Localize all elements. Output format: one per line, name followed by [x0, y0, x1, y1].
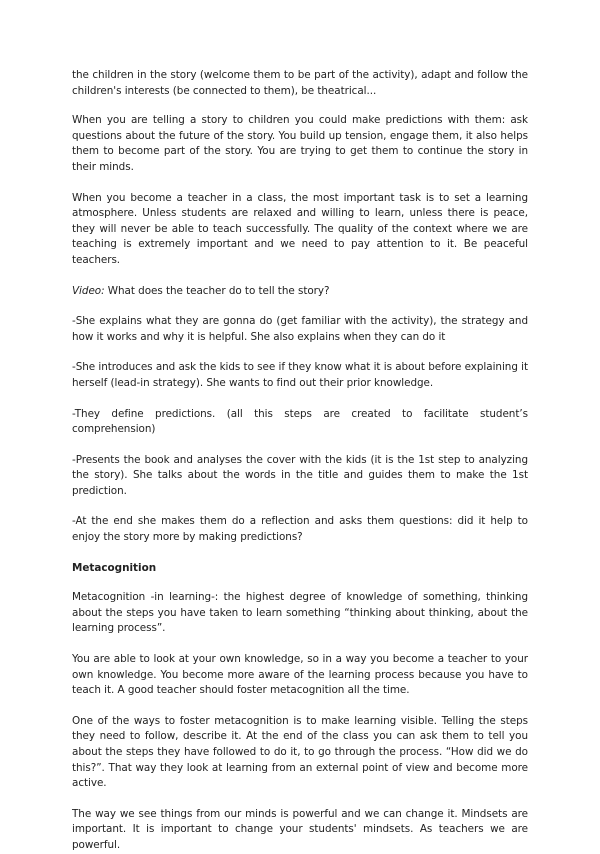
video-question — [72, 284, 528, 300]
video-point: -Presents the book and analyses the cover with the kids (it is the 1st step to analyzing the story). She talks about the words in the title and guides them to make the 1st prediction. — [72, 453, 528, 497]
paragraph-own-knowledge: You are able to look at your own knowledge, so in a way you become a teacher to your own knowledge. You become more aware of the learning process because you have to teach it. A good teacher should foster metacognition all the time. — [72, 653, 528, 697]
paragraph-metacognition-definition: Metacognition -in learning-: the highest degree of knowledge of something, thinking about the steps you have taken to learn something “thinking about thinking, about the learning process”. — [72, 591, 528, 635]
paragraph-learning-atmosphere: When you become a teacher in a class, the most important task is to set a learning atmosphere. Unless students are relaxed and willing to learn, unless there is peace, they will never be able to teach successfully. The quality of the context where we are teaching is extremely important and we need to pay attention to it. Be peaceful teachers. — [72, 191, 528, 266]
section-heading-metacognition: Metacognition — [72, 561, 157, 574]
video-label: Video: — [72, 284, 105, 297]
video-question-text: What does the teacher do to tell the story? — [104, 284, 330, 297]
paragraph-mindsets: The way we see things from our minds is powerful and we can change it. Mindsets are important. It is important to change your students' mindsets. As teachers we are powerful. — [72, 807, 528, 851]
paragraph-predictions: When you are telling a story to children you could make predictions with them: ask questions about the future of the story. You build up tension, engage them, it also helps them to become part of the story. You are trying to get them to continue the story in their minds. — [72, 114, 528, 173]
video-point: -She explains what they are gonna do (get familiar with the activity), the strategy and how it works and why it is helpful. She also explains when they can do it — [72, 315, 528, 343]
paragraph-continuation: the children in the story (welcome them to be part of the activity), adapt and follow the children's interests (be connected to them), be theatrical... — [72, 69, 528, 97]
video-point: -At the end she makes them do a reflection and asks them questions: did it help to enjoy the story more by making predictions? — [72, 515, 528, 544]
video-point: -They define predictions. (all this steps are created to facilitate student’s comprehension) — [72, 407, 528, 436]
paragraph-visible-learning: One of the ways to foster metacognition is to make learning visible. Telling the steps they need to follow, describe it. At the end of the class you can ask them to tell you about the steps they have followed to do it, to go through the process. “How did we do this?”. That way they look at learning from an external point of view and become more active. — [72, 714, 528, 790]
video-point: -She introduces and ask the kids to see if they know what it is about before explaining it herself (lead-in strategy). She wants to find out their prior knowledge. — [72, 361, 528, 389]
